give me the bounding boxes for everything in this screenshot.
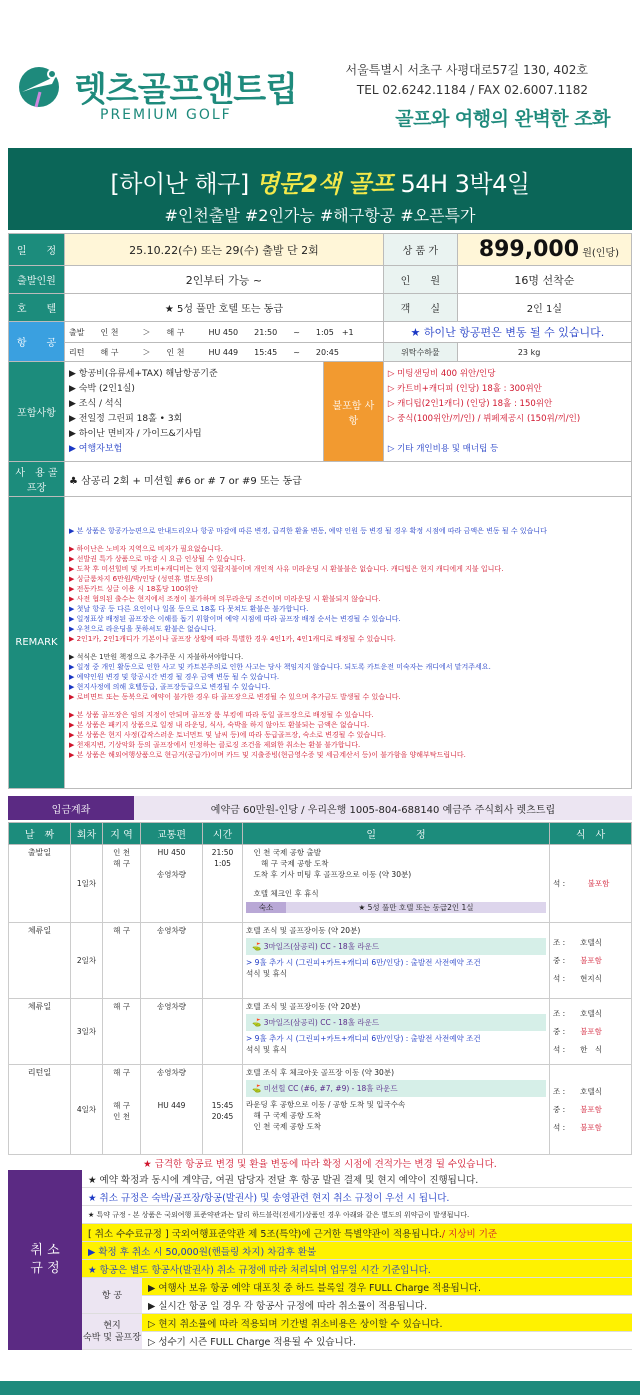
- plan-line: 도착 후 기사 미팅 후 골프장으로 이동 (약 30분): [246, 870, 412, 879]
- golf-flag-icon: ⛳: [252, 1084, 264, 1093]
- air-cancel-label: 항 공: [82, 1278, 142, 1314]
- extra-hole-note: > 9홀 추가 시 (그린피+카트+캐디피 6만/인당) : 출발전 사전예약 조건: [246, 1034, 481, 1043]
- company-sub: PREMIUM GOLF: [100, 107, 232, 123]
- flight-label: 항 공: [9, 322, 65, 362]
- remark-list: [65, 497, 632, 789]
- product-title: [8, 164, 632, 199]
- include-item: ▶ 전일정 그린피 18홀 • 3회: [69, 413, 183, 424]
- company-name: 렛츠골프앤트립: [74, 70, 297, 110]
- schedule-day: 3일차: [71, 999, 103, 1065]
- meal-name: 중 :: [553, 1026, 581, 1036]
- air-cancel-rules: [142, 1278, 632, 1314]
- air-cancel-rule: ▶ 여행사 보유 항공 예약 대포칫 중 하드 블록일 경우 FULL Charge 적용됩니다.: [142, 1278, 632, 1296]
- plan-line: [246, 880, 546, 888]
- meal-name: 중 :: [553, 955, 581, 965]
- meal-line: [553, 875, 628, 893]
- schedule-time: [203, 999, 243, 1065]
- cancel-label: 취 소 규 정: [8, 1170, 82, 1350]
- schedule-meals: [550, 999, 632, 1065]
- remark-item: ▶ 예약인원 변경 및 항공시간 변경 될 경우 금액 변동 될 수 있습니다.: [69, 672, 280, 681]
- exclude-item: ▷ 캐디팁(2인1캐디) (인당) 18홀 : 150위안: [387, 398, 553, 409]
- company-tel: TEL 02.6242.1184 / FAX 02.6007.1182: [356, 83, 588, 97]
- price-unit: 원(인당): [582, 248, 619, 259]
- date-label: 일 정: [9, 234, 65, 266]
- price-cell: [457, 234, 631, 266]
- schedule-meals: [550, 845, 632, 923]
- meal-excluded: 불포함: [587, 878, 610, 888]
- meal-name: 석 :: [553, 878, 588, 888]
- hotel-stay-bar: [246, 902, 546, 913]
- remark-item: ▶ 현지사정에 의해 호텔등급, 골프장등급으로 변경될 수 있습니다.: [69, 682, 271, 691]
- remark-item: ▶ 로비면트 또는 동북으로 예약이 불가한 경우 타 골프장으로 변경될 수 있으며 추가금도 발생될 수 있습니다.: [69, 692, 401, 701]
- room-value: 2인 1실: [457, 294, 631, 322]
- remark-item: ▶ 본 상품은 해외여행상품으로 현금거(공급가)이며 카드 및 지출증빙(현금영수증 및 세금계산서 등)이 불가함을 양해부탁드립니다.: [69, 750, 466, 759]
- schedule-header: 시간: [203, 823, 243, 845]
- cancel-rule-basis: / 지상비 기준: [441, 1228, 498, 1240]
- schedule-day: 2일차: [71, 923, 103, 999]
- schedule-date: 리턴일: [9, 1065, 71, 1155]
- schedule-plan: [243, 845, 550, 923]
- remark-item: ▶ 선발권 특가 상품으로 마감 시 요금 인상될 수 있습니다.: [69, 554, 246, 563]
- cancel-rules: [82, 1170, 632, 1350]
- exclude-item: ▷ 카트비+캐디피 (인당) 18홀 : 300위안: [387, 383, 542, 394]
- price-value: 899,000: [478, 237, 580, 262]
- include-item: ▶ 숙박 (2인1실): [69, 383, 135, 394]
- title-banner: [8, 148, 632, 230]
- price-change-notice: ★ 급격한 항공료 변경 및 환율 변동에 따라 확정 시점에 견적가는 변경 될 수있습니다.: [143, 1159, 497, 1170]
- hotel-stay-value: ★ 5성 풀만 호텔 또는 동급2인 1실: [358, 903, 474, 912]
- remark-item: ▶ 천재지변, 기상악화 등의 골프장에서 인정하는 클로징 조건을 제외한 취소는 환불 불가합니다.: [69, 740, 361, 749]
- schedule-row: [9, 999, 632, 1065]
- schedule-header: 일 정: [243, 823, 550, 845]
- remark-item: ▶ 2인1카, 2인1캐디가 기본이나 골프장 상황에 따라 특별한 경우 4인1카, 4인1캐디로 배정될 수 있습니다.: [69, 634, 396, 643]
- remark-item: ▶ 싱글룸차지 6만원/박/인당 (성연휴 별도문의): [69, 574, 213, 583]
- deposit-value: 예약금 60만원-인당 / 우리은행 1005-804-688140 예금주 주식회사 렛츠트립: [134, 796, 632, 820]
- schedule-date: 체류일: [9, 999, 71, 1065]
- deposit-row: [8, 796, 632, 820]
- course-value: ♣ 삼공리 2회 + 미션힐 #6 or # 7 or #9 또는 동급: [65, 462, 632, 497]
- schedule-table: [8, 822, 632, 1155]
- schedule-header: 지 역: [103, 823, 141, 845]
- baggage-label: 위탁수하물: [383, 343, 457, 362]
- schedule-plan: [243, 923, 550, 999]
- cancel-rule: ★ 항공은 별도 항공사(발권사) 취소 규정에 따라 처리되며 업무일 시간 기준입니다.: [82, 1260, 632, 1278]
- local-cancel-rules: [142, 1314, 632, 1350]
- air-cancel: [82, 1278, 632, 1314]
- golf-plane-logo-icon: [14, 62, 64, 112]
- remark-item: ▶ 일정 중 개인 활동으로 인한 사고 및 카트본주의로 인한 사고는 당사 책임지지 않습니다. 되도록 카트운전 미숙자는 캐디에서 맡겨주세요.: [69, 662, 491, 671]
- schedule-plan: [243, 999, 550, 1065]
- slogan: 골프와 여행의 완벽한 조화: [395, 108, 610, 130]
- schedule-transport: HU 450 송영차량: [141, 845, 203, 923]
- meal-name: 중 :: [553, 1104, 581, 1114]
- flight-out: 출발 인 천 ＞ 해 구 HU 450 21:50 ~ 1:05 +1: [65, 322, 384, 343]
- exclude-item: ▷ 미팅샌딩비 400 위안/인당: [387, 368, 496, 379]
- company-contact: [346, 60, 588, 100]
- schedule-region: 해 구: [103, 999, 141, 1065]
- baggage-value: 23 kg: [457, 343, 631, 362]
- include-item: ▶ 조식 / 석식: [69, 398, 123, 409]
- cancel-rule: ★ 특약 규정 - 본 상품은 국외여행 표준약관과는 달리 하드블럭(전세기)상품인 경우 아래와 같은 별도의 위약금이 발생됩니다.: [82, 1206, 632, 1224]
- pax-label: 인 원: [383, 266, 457, 294]
- include-item: ▶ 하이난 면비자 / 가이드&기사팁: [69, 428, 202, 439]
- plan-line: 호텔 조식 및 골프장이동 (약 20분): [246, 926, 361, 935]
- footer-bar: [0, 1381, 640, 1395]
- flight-note: ★ 하이난 항공편은 변동 될 수 있습니다.: [383, 322, 631, 343]
- remark-item: ▶ 본 상품은 현지 사정(갑작스러운 토너먼트 및 날씨 등)에 따라 동급골프장, 숙소로 변경될 수 있습니다.: [69, 730, 386, 739]
- course-label: 사 용 골프장: [9, 462, 65, 497]
- hotel-value: ★ 5성 풀만 호텔 또는 동급: [65, 294, 384, 322]
- remark-item: ▶ 도착 후 미션힐비 및 카트비+캐디비는 현지 일괄지불이며 개인적 사유 미라운딩 시 환불불은 없습니다. 캐디팁은 현지 캐디에게 지불 입니다.: [69, 564, 504, 573]
- schedule-date: 출발일: [9, 845, 71, 923]
- remark-label: REMARK: [9, 497, 65, 789]
- meal-line: [553, 1023, 628, 1041]
- schedule-transport: 송영차량 HU 449: [141, 1065, 203, 1155]
- meal-line: 조 : 호텔식: [553, 1086, 602, 1096]
- header: [0, 0, 640, 140]
- exclude-item: ▷ 중식(100위안/끼/인) / 뷔페제공시 (150위/끼/인): [387, 413, 581, 424]
- cancel-rule: [82, 1224, 632, 1242]
- golf-round: [246, 1080, 546, 1097]
- schedule-header: 식 사: [550, 823, 632, 845]
- exclude-item: [388, 427, 627, 442]
- meal-line: 조 : 호텔식: [553, 1008, 602, 1018]
- schedule-header: 날 짜: [9, 823, 71, 845]
- golf-flag-icon: ⛳: [252, 942, 264, 951]
- local-cancel-rule: ▷ 현지 취소률에 따라 적용되며 기간별 취소비용은 상이할 수 있습니다.: [142, 1314, 632, 1332]
- schedule-time: 15:45 20:45: [203, 1065, 243, 1155]
- meal-line: [553, 952, 628, 970]
- schedule-row: [9, 1065, 632, 1155]
- remark-item: [69, 644, 627, 652]
- pax-value: 16명 선착순: [457, 266, 631, 294]
- plan-after: 석식 및 휴식: [246, 1045, 287, 1054]
- remark-item: ▶ 전동카트 싱글 이용 시 18홀당 100위안: [69, 584, 198, 593]
- room-label: 객 실: [383, 294, 457, 322]
- exclude-item: ▷ 기타 개인비용 및 매너팁 등: [387, 443, 499, 454]
- golf-flag-icon: ⛳: [252, 1018, 264, 1027]
- plan-line: 해 구 국제 공항 도착: [246, 859, 329, 868]
- remark-item: ▶ 일정표상 배정된 골프장은 이해를 돕기 위함이며 예약 시점에 따라 골프장 배정 순서는 변경될 수 있습니다.: [69, 614, 401, 623]
- schedule-transport: 송영차량: [141, 999, 203, 1065]
- remark-item: [69, 702, 627, 710]
- title-pre: [하이난 해구]: [110, 170, 256, 198]
- schedule-meals: [550, 1065, 632, 1155]
- schedule-transport: 송영차량: [141, 923, 203, 999]
- deposit-label: 입금계좌: [8, 796, 134, 820]
- cancel-rule: ▶ 확정 후 취소 시 50,000원(핸들링 차지) 차감후 환불: [82, 1242, 632, 1260]
- schedule-header: 회차: [71, 823, 103, 845]
- schedule-time: [203, 923, 243, 999]
- price-label: 상 품 가: [383, 234, 457, 266]
- include-item: ▶ 여행자보험: [69, 443, 123, 454]
- meal-line: [553, 1101, 628, 1119]
- include-list: [65, 362, 324, 462]
- air-cancel-rule: ▶ 실시간 항공 일 경우 각 항공사 규정에 따라 취소률이 적용됩니다.: [142, 1296, 632, 1314]
- local-cancel-label: 현지 숙박 및 골프장: [82, 1314, 142, 1350]
- hotel-label: 호 텔: [9, 294, 65, 322]
- meal-excluded: 불포함: [580, 1026, 602, 1036]
- golf-round-label: 3마일즈(삼공리) CC - 18홀 라운드: [263, 942, 380, 951]
- include-item: ▶ 항공비(유류세+TAX) 해남항공기준: [69, 368, 218, 379]
- schedule-header: 교통편: [141, 823, 203, 845]
- plan-line: 인 천 국제 공항 출발: [246, 848, 321, 857]
- company-address: 서울특별시 서초구 사평대로57길 130, 402호: [345, 63, 588, 77]
- meal-line: 조 : 호텔식: [553, 937, 602, 947]
- cancel-rule: ★ 예약 확정과 동시에 계약금, 여권 담당자 전달 후 항공 발권 결제 및 현지 예약이 진행됩니다.: [82, 1170, 632, 1188]
- schedule-plan: [243, 1065, 550, 1155]
- golf-round: [246, 938, 546, 955]
- remark-item: ▶ 하이난은 노비자 지역으로 비자가 필요없습니다.: [69, 544, 223, 553]
- remark-item: [69, 536, 627, 544]
- plan-line: 호텔 체크인 후 휴식: [246, 889, 319, 898]
- remark-item: ▶ 본 상품 골프장은 임의 지정이 안되며 골프장 룸 부킹에 따라 동일 골프장으로 배정될 수 있습니다.: [69, 710, 374, 719]
- meal-line: 석 : 한 식: [553, 1044, 603, 1054]
- title-highlight: 명문2색 골프: [255, 170, 394, 198]
- schedule-row: [9, 923, 632, 999]
- remark-item: ▶ 본 상품은 항공가능편으로 안내드리오나 항공 마감에 따른 변경, 급격한 환율 변동, 예약 인원 등 변경 될 경우 확정 시점에 따라 금액은 변동 될 수 있습니다: [69, 526, 547, 535]
- min-label: 출발인원: [9, 266, 65, 294]
- meal-excluded: 불포함: [580, 955, 602, 965]
- extra-hole-note: > 9홀 추가 시 (그린피+카트+캐디피 6만/인당) : 출발전 사전예약 조건: [246, 958, 481, 967]
- product-tags: #인천출발 #2인가능 #해구항공 #오픈특가: [164, 206, 476, 225]
- cancel-policy: [8, 1170, 632, 1350]
- exclude-list: [383, 362, 631, 462]
- remark-item: ▶ 첫날 항공 등 다른 요인이나 일몰 등으로 18홀 다 못쳐도 환불은 불가합니다.: [69, 604, 309, 613]
- remark-item: ▶ 우천으로 라운딩을 못하셔도 환불은 없습니다.: [69, 624, 217, 633]
- schedule-time: 21:50 1:05: [203, 845, 243, 923]
- min-value: 2인부터 가능 ~: [65, 266, 384, 294]
- schedule-date: 체류일: [9, 923, 71, 999]
- plan-after: 라운딩 후 공항으로 이동 / 공항 도착 및 입국수속 해 구 국제 공항 도착 인 천 국제 공항 도착: [246, 1100, 406, 1131]
- exclude-label: 불포함 사 항: [323, 362, 383, 462]
- golf-round-label: 3마일즈(삼공리) CC - 18홀 라운드: [263, 1018, 380, 1027]
- remark-item: ▶ 석식은 1만원 책정으로 추가주문 시 자불하셔야합니다.: [69, 652, 244, 661]
- schedule-region: 인 천 해 구: [103, 845, 141, 923]
- hotel-stay-label: 숙소: [246, 902, 286, 913]
- schedule-meals: [550, 923, 632, 999]
- schedule-day: 4일차: [71, 1065, 103, 1155]
- golf-round-label: 미션힐 CC (#6, #7, #9) - 18홀 라운드: [263, 1084, 398, 1093]
- meal-name: 석 :: [553, 1122, 581, 1132]
- flight-in: 리턴 해 구 ＞ 인 천 HU 449 15:45 ~ 20:45: [65, 343, 384, 362]
- schedule-region: 해 구: [103, 923, 141, 999]
- local-cancel-rule: ▷ 성수기 시즌 FULL Charge 적용될 수 있습니다.: [142, 1332, 632, 1350]
- cancel-rule-main: [ 취소 수수료규정 ] 국외여행표준약관 제 5조(특약)에 근거한 특별약관이 적용됩니다.: [88, 1228, 442, 1240]
- meal-excluded: 불포함: [580, 1122, 602, 1132]
- meal-line: [553, 1119, 628, 1137]
- schedule-row: [9, 845, 632, 923]
- date-value: 25.10.22(수) 또는 29(수) 출발 단 2회: [65, 234, 384, 266]
- meal-excluded: 불포함: [580, 1104, 602, 1114]
- plan-line: 호텔 조식 후 체크아웃 골프장 이동 (약 30분): [246, 1068, 395, 1077]
- meal-line: 석 : 현지식: [553, 973, 602, 983]
- cancel-rule: ★ 취소 규정은 숙박/골프장/항공(발권사) 및 송영관련 현지 취소 규정이 우선 시 됩니다.: [82, 1188, 632, 1206]
- include-label: 포함사항: [9, 362, 65, 462]
- schedule-region: 해 구 해 구 인 천: [103, 1065, 141, 1155]
- remark-item: ▶ 본 상품은 패키지 상품으로 일정 내 라운딩, 식사, 숙박을 하지 않아도 환불되는 금액은 없습니다.: [69, 720, 370, 729]
- local-cancel: [82, 1314, 632, 1350]
- plan-line: 호텔 조식 및 골프장이동 (약 20분): [246, 1002, 361, 1011]
- schedule-day: 1일차: [71, 845, 103, 923]
- remark-item: ▶ 사전 협의된 출수는 현지에서 조정이 불가하며 의무라운딩 조건이며 미라운딩 시 환불되지 않습니다.: [69, 594, 381, 603]
- title-post: 54H 3박4일: [393, 170, 530, 198]
- product-info-table: [8, 233, 632, 789]
- golf-round: [246, 1014, 546, 1031]
- plan-after: 석식 및 휴식: [246, 969, 287, 978]
